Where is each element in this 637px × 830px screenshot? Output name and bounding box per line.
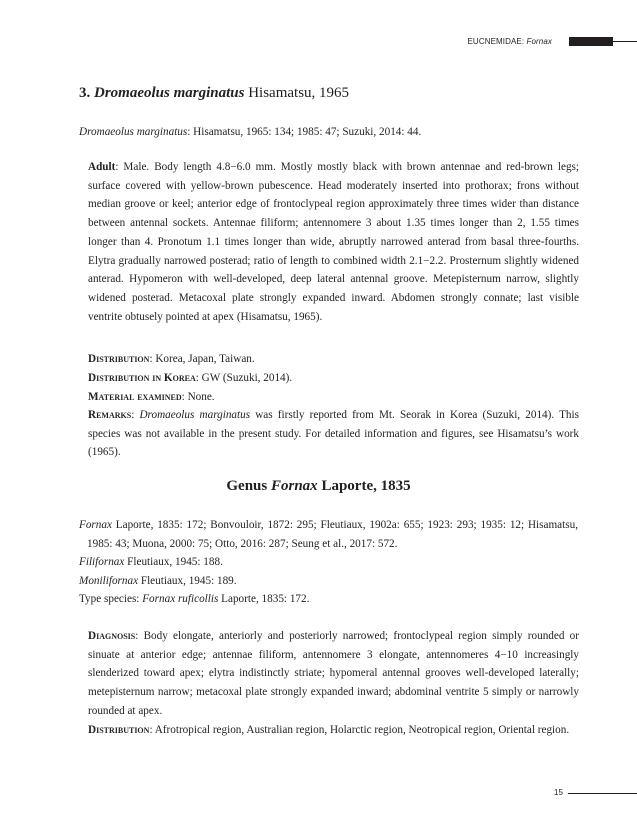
adult-label: Adult: [88, 161, 116, 173]
genus-heading: [0, 478, 637, 495]
genus-distribution: [79, 721, 579, 740]
remarks-label: Remarks: [88, 409, 132, 421]
running-header: [468, 37, 553, 46]
page-number: 15: [554, 788, 563, 797]
header-rule: [613, 41, 637, 42]
synonym-refs: Laporte, 1835: 172; Bonvouloir, 1872: 295; Fleutiaux, 1902a: 655; 1923: 293; 1935: 12; Hisamatsu, 1985: 43; Muona, 2000: 75; Otto, 2016: 287; Seung et al., 2017: 572.: [87, 519, 578, 550]
running-header-genus: Fornax: [526, 37, 552, 46]
material-text: : None.: [181, 391, 215, 403]
synonym-refs: Fleutiaux, 1945: 189.: [138, 575, 237, 587]
footer-rule: [568, 793, 637, 794]
citation-refs: : Hisamatsu, 1965: 134; 1985: 47; Suzuki, 2014: 44.: [187, 126, 422, 138]
genus-title-prefix: Genus: [226, 478, 271, 494]
genus-title-suffix: Laporte, 1835: [317, 478, 411, 494]
distribution-korea: [79, 369, 579, 388]
synonym-name: Fornax: [79, 519, 112, 531]
adult-text: : Male. Body length 4.8−6.0 mm. Mostly mostly black with brown antennae and red-brown legs; surface covered with yellow-brown pubescence. Head moderately inserted into prothorax; frons without median groove or keel; anterior edge of frontoclypeal region approximately three times wider than distance between antennal sockets. Antennae filiform; antennomere 3 about 1.35 times longer than 2, 1.55 times longer than 4. Pronotum 1.1 times longer than wide, abruptly narrowed anterad from basal three-fourths. Elytra gradually narrowed posterad; ratio of length to combined width 2.1−2.2. Prosternum slightly widened anterad. Hypomeron with well-developed, deep lateral antennal groove. Metepisternum narrow, slightly widened posterad. Metacoxal plate strongly expanded inward. Abdomen strongly connate; last visible ventrite obtusely pointed at apex (Hisamatsu, 1965).: [88, 161, 579, 323]
diagnosis-label: Diagnosis: [88, 630, 136, 642]
type-species-name: Fornax ruficollis: [142, 593, 219, 605]
synonym-refs: Fleutiaux, 1945: 188.: [124, 556, 223, 568]
genus-synonymy-filifornax: [79, 553, 570, 572]
genus-distribution-text: : Afrotropical region, Australian region, Holarctic region, Neotropical region, Oriental region.: [149, 724, 570, 736]
adult-description: [79, 158, 579, 326]
species-citation: [79, 123, 570, 142]
distribution-korea-text: : GW (Suzuki, 2014).: [195, 372, 293, 384]
distribution-text: : Korea, Japan, Taiwan.: [149, 353, 255, 365]
header-bar: [569, 37, 613, 46]
citation-name: Dromaeolus marginatus: [79, 126, 188, 138]
distribution-label: Distribution: [88, 353, 150, 365]
running-header-family: EUCNEMIDAE:: [467, 37, 527, 46]
synonym-name: Filifornax: [79, 556, 125, 568]
genus-synonymy-fornax: [79, 516, 578, 553]
species-binomial: Dromaeolus marginatus: [94, 85, 245, 101]
synonym-name: Monilifornax: [79, 575, 139, 587]
genus-distribution-label: Distribution: [88, 724, 150, 736]
species-authority: Hisamatsu, 1965: [244, 85, 350, 101]
type-species-suffix: Laporte, 1835: 172.: [218, 593, 310, 605]
species-number: 3.: [79, 85, 91, 101]
remarks-separator: :: [131, 409, 140, 421]
genus-diagnosis: [79, 627, 579, 721]
type-species: [79, 590, 570, 609]
species-distribution: [79, 350, 579, 369]
remarks-text: was firstly reported from Mt. Seorak in Korea (Suzuki, 2014). This species was not available in the present study. For detailed information and figures, see Hisamatsu’s work (1965).: [88, 409, 579, 459]
diagnosis-text: : Body elongate, anteriorly and posteriorly narrowed; frontoclypeal region simply rounded or sinuate at anterior edge; antennae filiform, antennomere 3 elongate, antennomeres 4−10 increasingly slenderized toward apex; elytra indistinctly striate; hypomeral antennal grooves well-developed laterally; metepisternum narrow; metacoxal plate strongly expanded inward; abdominal ventrite 5 simply or narrowly rounded at apex.: [88, 630, 579, 717]
species-heading: [79, 85, 349, 102]
type-species-prefix: Type species:: [79, 593, 143, 605]
species-remarks: [79, 406, 579, 462]
genus-synonymy-monilifornax: [79, 572, 570, 591]
material-examined: [79, 388, 579, 407]
genus-title-name: Fornax: [271, 478, 318, 494]
distribution-korea-label: Distribution in Korea: [88, 372, 196, 384]
remarks-species-name: Dromaeolus marginatus: [139, 409, 251, 421]
material-label: Material examined: [88, 391, 182, 403]
